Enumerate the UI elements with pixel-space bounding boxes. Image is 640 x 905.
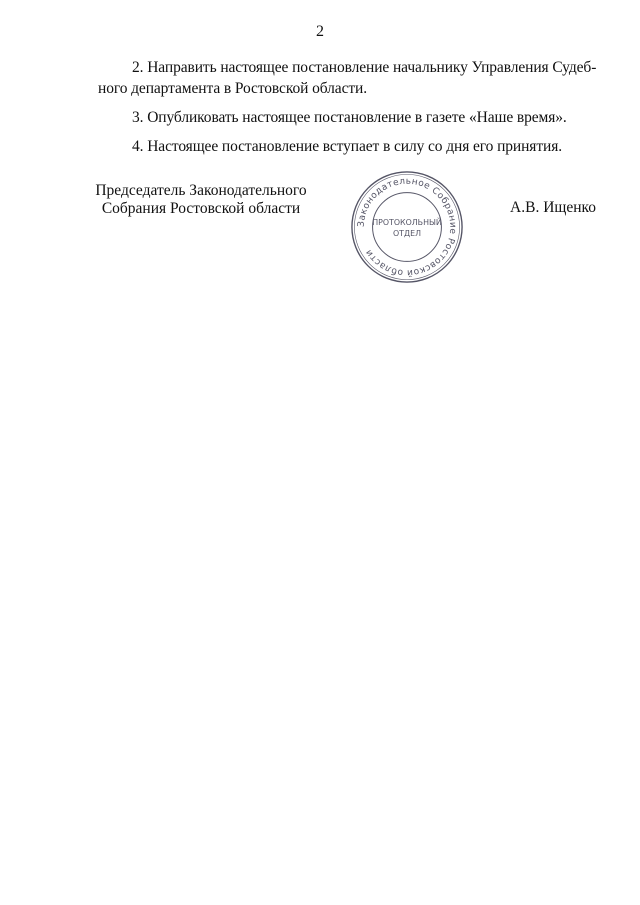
page-number: 2 [316, 23, 324, 40]
signer-title [86, 182, 316, 218]
seal-center-line-2: ОТДЕЛ [392, 228, 422, 238]
seal-ring-text: Законодательное Собрание Ростовской области [356, 176, 458, 278]
clause-2 [98, 57, 597, 99]
official-seal-stamp [348, 168, 466, 286]
seal-graphic [348, 168, 466, 286]
signer-title-line-1: Председатель Законодательного [95, 182, 307, 199]
clause-3-line-1: 3. Опубликовать настоящее постановление в газете «Наше время». [132, 109, 567, 126]
clause-2-line-1: 2. Направить настоящее постановление начальнику Управления Судеб- [132, 59, 597, 76]
clause-2-line-2: ного департамента в Ростовской области. [98, 80, 367, 97]
clause-4 [98, 136, 594, 157]
seal-center-line-1: ПРОТОКОЛЬНЫЙ [372, 218, 442, 228]
clause-3 [98, 107, 594, 128]
resolution-clauses [98, 57, 597, 165]
signature-block [86, 176, 596, 290]
signer-title-line-2: Собрания Ростовской области [101, 200, 301, 217]
clause-4-line-1: 4. Настоящее постановление вступает в силу со дня его принятия. [132, 138, 563, 155]
signer-name: А.В. Ищенко [510, 199, 596, 216]
